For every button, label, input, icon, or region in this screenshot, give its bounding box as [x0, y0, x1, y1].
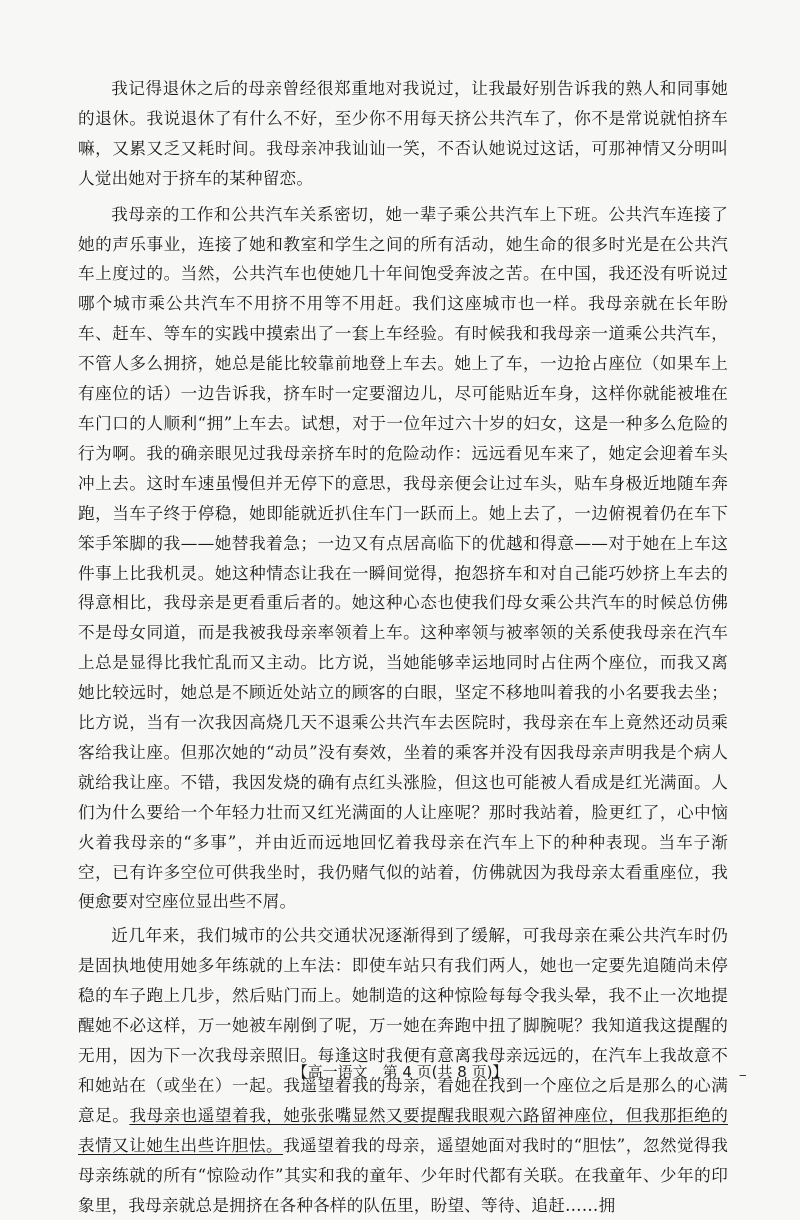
paragraph-3-text-before: 近几年来，我们城市的公共交通状况逐渐得到了缓解，可我母亲在乘公共汽车时仍是固执地使用她多年练就的上车法：即使车站只有我们两人，她也一定要先追随尚未停稳的车子跑上几步，然后贴门而上。她制造的这种惊险每每令我头晕，我不止一次地提醒她不必这样，万一她被车剐倒了呢，万一她在奔跑中扭了脚腕呢？我知道我这提醒的无用，因为下一次我母亲照旧。每逢这时我便有意离我母亲远远的，在汽车上我故意不和她站在（或坐在）一起。我遥望着我的母亲，看她在找到一个座位之后是那么的心满意足。: [78, 926, 728, 1125]
paragraph-2: 我母亲的工作和公共汽车关系密切，她一辈子乘公共汽车上下班。公共汽车连接了她的声乐事业，连接了她和教室和学生之间的所有活动，她生命的很多时光是在公共汽车上度过的。当然，公共汽车也使她几十年间饱受奔波之苦。在中国，我还没有听说过哪个城市乘公共汽车不用挤不用等不用赶。我们这座城市也一样。我母亲就在长年盼车、赶车、等车的实践中摸索出了一套上车经验。有时候我和我母亲一道乘公共汽车，不管人多么拥挤，她总是能比较靠前地登上车去。她上了车，一边抢占座位（如果车上有座位的话）一边告诉我，挤车时一定要溜边儿，尽可能贴近车身，这样你就能被堆在车门口的人顺利“拥”上车去。试想，对于一位年过六十岁的妇女，这是一种多么危险的行为啊。我的确亲眼见过我母亲挤车时的危险动作：远远看见车来了，她定会迎着车头冲上去。这时车速虽慢但并无停下的意思，我母亲便会让过车头，贴车身极近地随车奔跑，当车子终于停稳，她即能就近扒住车门一跃而上。她上去了，一边俯視着仍在车下笨手笨脚的我——她替我着急；一边又有点居高临下的优越和得意——对于她在上车这件事上比我机灵。她这种情态让我在一瞬间觉得，抱怨挤车和对自己能巧妙挤上车去的得意相比，我母亲是更看重后者的。她这种心态也使我们母女乘公共汽车的时候总仿佛不是母女同道，而是我被我母亲率领着上车。这种率领与被率领的关系使我母亲在汽车上总是显得比我忙乱而又主动。比方说，当她能够幸运地同时占住两个座位，而我又离她比较远时，她总是不顾近处站立的顾客的白眼，坚定不移地叫着我的小名要我去坐；比方说，当有一次我因高烧几天不退乘公共汽车去医院时，我母亲在车上竟然还动员乘客给我让座。但那次她的“动员”没有奏效，坐着的乘客并没有因我母亲声明我是个病人就给我让座。不错，我因发烧的确有点红头涨脸，但这也可能被人看成是红光满面。人们为什么要给一个年轻力壮而又红光满面的人让座呢？那时我站着，脸更红了，心中恼火着我母亲的“多事”，并由近而远地回忆着我母亲在汽车上下的种种表现。当车子渐空，已有许多空位可供我坐时，我仍赌气似的站着，仿佛就因为我母亲太看重座位，我便愈要对空座位显出些不屑。: [78, 204, 728, 912]
paragraph-3-text-after: 我遥望着我的母亲，遥望她面对我时的“胆怯”，忽然觉得我母亲练就的所有“惊险动作”其实和我的童年、少年时代都有关联。在我童年、少年的印象里，我母亲就总是拥挤在各种各样的队伍里，盼望、等待、追赶……拥: [78, 1135, 728, 1215]
paragraph-1: 我记得退休之后的母亲曾经很郑重地对我说过，让我最好别告诉我的熟人和同事她的退休。我说退休了有什么不好，至少你不用每天挤公共汽车了，你不是常说就怕挤车嘛，又累又乏又耗时间。我母亲冲我讪讪一笑，不否认她说过这话，可那神情又分明叫人觉出她对于挤车的某种留恋。: [78, 79, 728, 188]
page-footer: 【高一语文 第 4 页(共 8 页)】: [292, 1063, 508, 1081]
underlined-sentence: 我母亲也遥望着我，她张张嘴显然又要提醒我眼观六路留神座位，但我那拒绝的表情又让她生出些许胆怯。: [78, 1105, 728, 1155]
corner-mark: ‒: [739, 1068, 747, 1082]
document-body: [78, 74, 728, 1220]
